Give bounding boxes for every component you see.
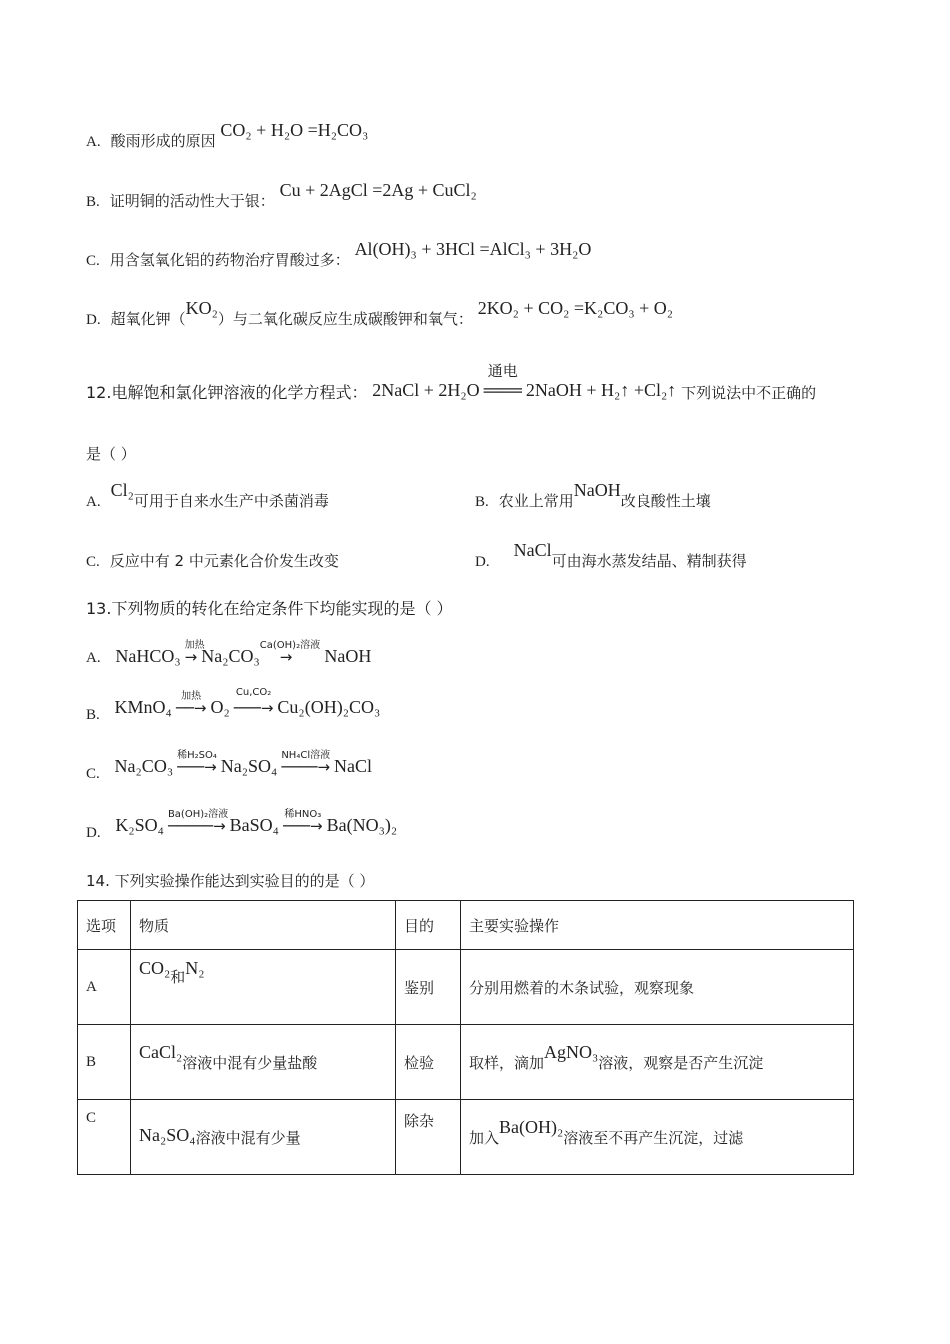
q13-option-b: [86, 687, 381, 724]
q13-option-c: [86, 750, 373, 783]
cell-purpose: 除杂: [396, 1100, 461, 1175]
q11-option-a: [86, 120, 369, 151]
cell-text: 加入: [469, 1128, 500, 1147]
option-text: 可用于自来水生产中杀菌消毒: [133, 492, 329, 510]
species: Cu₂(OH)₂CO₃: [277, 697, 381, 717]
reaction-arrow: NH₄Cl溶液 ────→: [281, 758, 330, 776]
cell-option: B: [78, 1025, 131, 1100]
q12-option-b: [475, 480, 711, 511]
cell-substance: [131, 1100, 396, 1175]
q14-stem: 14. 下列实验操作能达到实验目的的是（ ）: [86, 872, 375, 890]
formula: N₂: [185, 958, 205, 978]
reaction-arrow: Cu,CO₂ ───→: [233, 687, 274, 717]
cell-operation: 分别用燃着的木条试验，观察现象: [461, 950, 854, 1025]
condition-label: Ba(OH)₂溶液: [167, 809, 229, 820]
reaction-arrow: 稀H₂SO₄ ───→: [177, 758, 217, 776]
question-text: 下列说法中不正确的: [681, 384, 817, 402]
formula: KO₂: [185, 298, 218, 318]
header-substance: 物质: [131, 901, 396, 950]
condition-label: 加热: [181, 691, 202, 702]
cell-substance: [131, 950, 396, 1025]
cell-text: 溶液至不再产生沉淀，过滤: [563, 1128, 744, 1147]
option-label: B.: [86, 707, 100, 723]
equation: 2KO₂ + CO₂ =K₂CO₃ + O₂: [477, 298, 674, 318]
option-text: 酸雨形成的原因: [110, 132, 216, 150]
q11-option-c: [86, 239, 592, 270]
cell-option: C: [78, 1100, 131, 1175]
species: Na₂SO₄: [220, 756, 278, 776]
formula: CaCl₂: [139, 1041, 183, 1062]
condition-label: Cu,CO₂: [235, 687, 272, 698]
option-text: 反应中有 2 中元素化合价发生改变: [109, 552, 339, 570]
table-row: [78, 1100, 854, 1175]
table-header-row: [78, 901, 854, 950]
q13-option-d: [86, 809, 398, 842]
cell-purpose: 鉴别: [396, 950, 461, 1025]
formula: NaOH: [573, 480, 621, 500]
option-label: C.: [86, 253, 100, 269]
q11-option-d: [86, 298, 674, 329]
equation-rhs: 2NaOH + H₂↑ +Cl₂↑: [525, 380, 677, 400]
species: NaHCO₃: [115, 646, 181, 666]
q12-option-a: [86, 480, 329, 511]
species: NaCl: [334, 756, 373, 776]
formula: AgNO₃: [544, 1041, 599, 1062]
species: O₂: [210, 697, 230, 717]
species: NaOH: [324, 646, 372, 666]
option-text: 可由海水蒸发结晶、精制获得: [551, 552, 747, 570]
formula: CO₂: [139, 958, 171, 978]
equation-condition-arrow: 通电 ═══: [483, 362, 522, 400]
option-label: A.: [86, 494, 101, 510]
option-label: B.: [475, 494, 489, 510]
cell-text: 溶液，观察是否产生沉淀: [598, 1053, 764, 1072]
formula: NaCl: [513, 540, 552, 560]
q11-option-b: [86, 180, 477, 211]
equation: Cu + 2AgCl =2Ag + CuCl₂: [279, 180, 477, 200]
reaction-arrow: 加热 →: [185, 648, 198, 666]
option-text: 超氧化钾（: [110, 310, 186, 328]
cell-text: 和: [170, 968, 186, 986]
equation-lhs: 2NaCl + 2H₂O: [372, 380, 480, 400]
header-purpose: 目的: [396, 901, 461, 950]
option-label: A.: [86, 134, 101, 150]
option-label: B.: [86, 194, 100, 210]
option-label: C.: [86, 766, 100, 782]
q12-stem: [86, 362, 817, 403]
option-label: A.: [86, 650, 101, 666]
condition-label: 加热: [184, 640, 205, 651]
q13-stem: 13.下列物质的转化在给定条件下均能实现的是（ ）: [86, 599, 453, 618]
condition-label: 通电: [487, 362, 518, 380]
species: Ba(NO₃)₂: [326, 815, 398, 835]
species: K₂SO₄: [115, 815, 164, 835]
table-row: [78, 1025, 854, 1100]
cell-operation: [461, 1100, 854, 1175]
reaction-arrow: 加热 ──→: [176, 699, 207, 717]
table-row: [78, 950, 854, 1025]
species: BaSO₄: [229, 815, 279, 835]
option-label: C.: [86, 554, 100, 570]
condition-label: 稀H₂SO₄: [177, 750, 217, 761]
option-label: D.: [475, 554, 490, 570]
question-text: 12.电解饱和氯化钾溶液的化学方程式：: [86, 383, 368, 402]
formula: Ba(OH)₂: [499, 1116, 564, 1137]
q12-stem-cont: 是（ ）: [86, 445, 136, 463]
option-text: ）与二氧化碳反应生成碳酸钾和氧气：: [217, 310, 473, 328]
reaction-arrow: 稀HNO₃ ───→: [283, 817, 323, 835]
condition-label: NH₄Cl溶液: [281, 750, 331, 761]
option-label: D.: [86, 312, 101, 328]
cell-operation: [461, 1025, 854, 1100]
condition-label: Ca(OH)₂溶液: [259, 640, 321, 651]
species: KMnO₄: [114, 697, 172, 717]
equation: Al(OH)₃ + 3HCl =AlCl₃ + 3H₂O: [354, 239, 592, 259]
formula: Na₂SO₄: [139, 1124, 196, 1145]
q12-option-d: [475, 540, 747, 571]
cell-substance: [131, 1025, 396, 1100]
condition-label: 稀HNO₃: [284, 809, 322, 820]
cell-text: 取样，滴加: [469, 1053, 545, 1072]
cell-purpose: 检验: [396, 1025, 461, 1100]
header-operation: 主要实验操作: [461, 901, 854, 950]
species: Na₂CO₃: [201, 646, 260, 666]
equation: CO₂ + H₂O =H₂CO₃: [220, 120, 369, 140]
header-option: 选项: [78, 901, 131, 950]
option-text: 农业上常用: [498, 492, 574, 510]
reaction-arrow: Ba(OH)₂溶液 ─────→: [168, 817, 226, 835]
reaction-arrow: Ca(OH)₂溶液 →: [280, 648, 293, 666]
formula: Cl₂: [110, 480, 134, 500]
q13-option-a: [86, 640, 372, 667]
cell-text: 溶液中混有少量: [195, 1128, 301, 1147]
cell-text: 溶液中混有少量盐酸: [182, 1053, 318, 1072]
species: Na₂CO₃: [114, 756, 174, 776]
experiment-table: [77, 900, 854, 1175]
cell-option: A: [78, 950, 131, 1025]
q12-option-c: [86, 550, 339, 571]
option-label: D.: [86, 825, 101, 841]
option-text: 用含氢氧化铝的药物治疗胃酸过多：: [109, 251, 350, 269]
option-text: 改良酸性土壤: [620, 492, 711, 510]
option-text: 证明铜的活动性大于银：: [109, 192, 275, 210]
